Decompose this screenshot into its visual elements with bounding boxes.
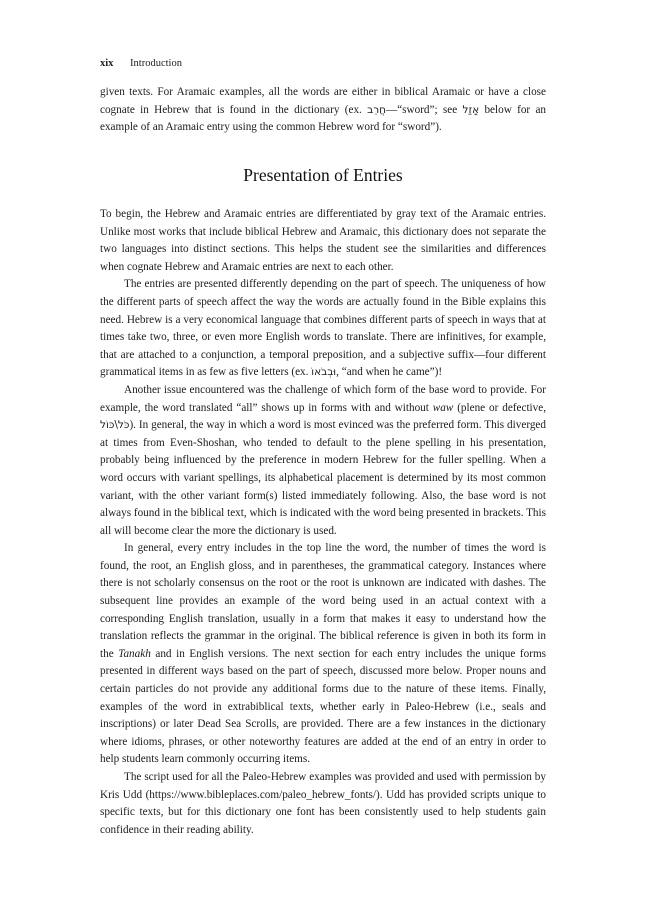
page-number: xix (100, 58, 114, 69)
intro-text (100, 84, 546, 137)
hebrew-word: וּבְבֹאוֹ (311, 366, 337, 379)
running-head (100, 58, 182, 69)
paragraph-3: Another issue encountered was the challenge of which form of the base word to provide. For example, the word translated “all” shows up in forms with and without waw (plene or defective, כֹּל\כּוֹל). In general, the way in which a word is most evinced was the preferred form. This diverged at times from Even-Shoshan, who tended to default to the plene spelling in his presentation, probably being influenced by the preference in modern Hebrew for the fuller spelling. When a word occurs with variant spellings, its alphabetical placement is determined by its most common variant, with the other variant form(s) listed immediately following. Also, the base word is not always found in the biblical text, which is indicated with the word being presented in brackets. This all will become clear the more the dictionary is used. (100, 383, 547, 537)
hebrew-word: חֲרֵב (367, 103, 387, 116)
hebrew-word: אָזַל (462, 103, 480, 116)
italic-term: Tanakh (118, 647, 151, 660)
intro-paragraph: given texts. For Aramaic examples, all the words are either in biblical Aramaic or have a close cognate in Hebrew that is found in the dictionary (ex. חֲרֵב—“sword”; see אָזַל below for an example of an Aramaic entry using the common Hebrew word for “sword”). (100, 86, 547, 134)
paragraph-1: To begin, the Hebrew and Aramaic entries are differentiated by gray text of the Aramaic entries. Unlike most works that include biblical Hebrew and Aramaic, this dictionary does not separate the two languages into distinct sections. This helps the student see the similarities and differences when cognate Hebrew and Aramaic entries are next to each other. (100, 208, 546, 273)
running-head-title: Introduction (130, 58, 182, 69)
hebrew-word: כֹּל\כּוֹל (100, 419, 130, 432)
paragraph-5: The script used for all the Paleo-Hebrew examples was provided and used with permission by Kris Udd (https://www.bibleplaces.com/paleo_hebrew_fonts/). Udd has provided scripts unique to specific texts, but for this dictionary one font has been consistently used to help students gain confidence in their reading ability. (100, 771, 546, 836)
paragraph-2: The entries are presented differently depending on the part of speech. The uniqueness of how the different parts of speech affect the way the words are actually found in the Bible explains this need. Hebrew is a very economical language that combines different parts of speech in ways that at times take two, three, or even more English words to translate. There are infinitives, for example, that are attached to a conjunction, a temporal preposition, and a subjective suffix—four different grammatical items in as few as five letters (ex. וּבְבֹאוֹ, “and when he came”)! (100, 278, 546, 379)
paragraph-4: In general, every entry includes in the top line the word, the number of times the word is found, the root, an English gloss, and in parentheses, the grammatical category. Instances where there is not scholarly consensus on the root or the root is unknown are indicated with dashes. The subsequent line provides an example of the word being used in an actual context with a corresponding English translation, usually in a form that makes it easy to understand how the translation reflects the grammar in the original. The biblical reference is given in both its form in the Tanakh and in English versions. The next section for each entry includes the unique forms presented in different ways based on the part of speech, discussed more below. Proper nouns and certain particles do not provide any additional forms due to the nature of these items. Finally, examples of the word in extrabiblical texts, whether early in Paleo-Hebrew (i.e., seals and inscriptions) or later Dead Sea Scrolls, are provided. There are a few instances in the dictionary where idioms, phrases, or other noteworthy features are added at the end of an entry in order to help students learn commonly occurring items. (100, 542, 547, 766)
italic-term: waw (432, 401, 454, 414)
section-body (100, 206, 546, 839)
section-heading: Presentation of Entries (243, 165, 403, 185)
